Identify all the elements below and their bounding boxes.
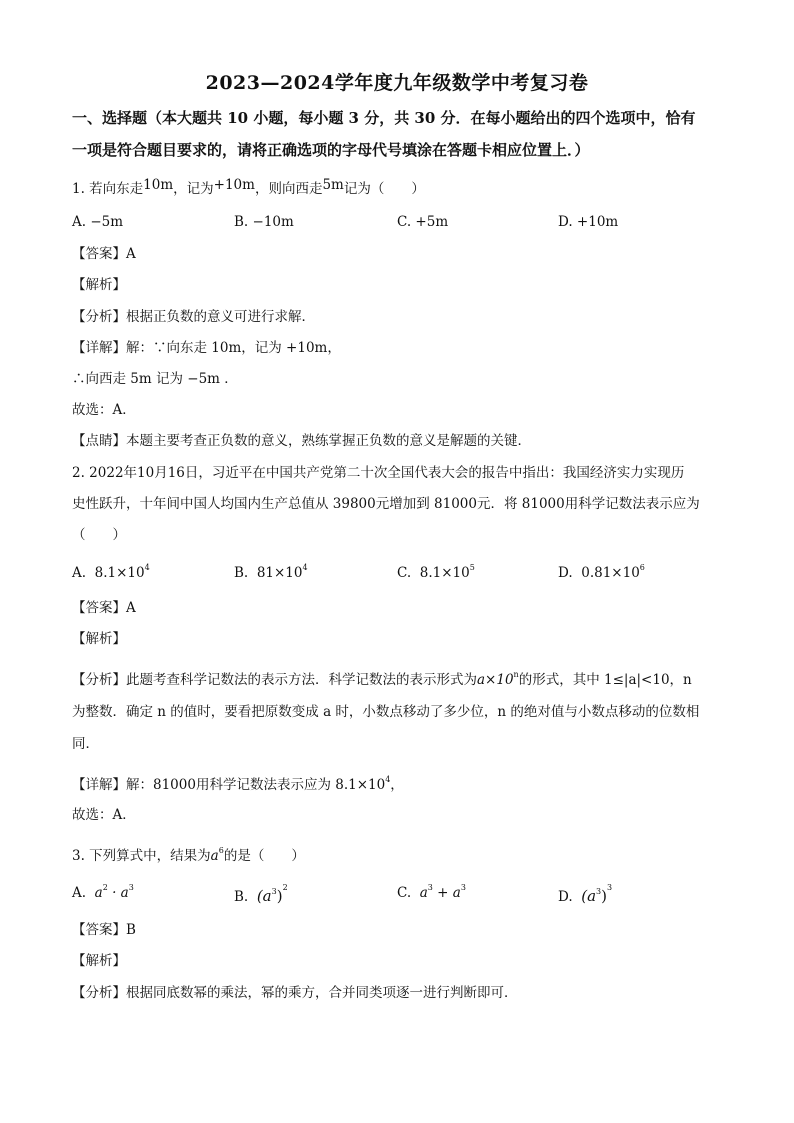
section-instruction-line2: 一项是符合题目要求的，请将正确选项的字母代号填涂在答题卡相应位置上．） [72,141,590,159]
q1-choose: 故选：A． [72,402,136,418]
q1-answer: 【答案】A [72,246,136,262]
q1-therefore: ∴向西走 5m 记为 −5m ． [72,371,238,387]
q1-option-d: D. +10m [558,214,619,230]
q2-xiangjie: 【详解】解：81000用科学记数法表示应为 $8.1\times 10^4$， [72,775,404,793]
q2-option-d: D. $0.81\times 10^6$ [558,563,645,581]
q2-stem-line1: 2. 2022年10月16日，习近平在中国共产党第二十次全国代表大会的报告中指出：我国经济实力实现历 [72,465,685,481]
q2-fenxi-line2: 为整数．确定 n 的值时，要看把原数变成 a 时，小数点移动了多少位，n 的绝对值与小数点移动的位数相 [72,704,700,720]
q1-analysis-label: 【解析】 [72,277,126,293]
q1-stem: 1. 若向东走10m，记为+10m，则向西走5m记为（ ） [72,177,425,197]
q1-dianjing: 【点睛】本题主要考查正负数的意义，熟练掌握正负数的意义是解题的关键． [72,433,531,449]
q2-option-a: A. $8.1\times 10^4$ [72,563,150,581]
q2-fenxi-line3: 同． [72,736,99,752]
q1-fenxi: 【分析】根据正负数的意义可进行求解． [72,309,315,325]
page-title: 2023—2024学年度九年级数学中考复习卷 [205,72,589,94]
q1-option-a: A. −5m [72,214,124,230]
q3-option-a: A. $a^2 \cdot a^3$ [72,883,134,901]
q2-choose: 故选：A． [72,807,136,823]
q3-fenxi: 【分析】根据同底数幂的乘法，幂的乘方，合并同类项逐一进行判断即可． [72,985,518,1001]
q3-option-c: C. $a^3 + a^3$ [397,883,466,901]
q2-option-b: B. $81\times 10^4$ [234,563,308,581]
q3-stem: 3. 下列算式中，结果为$a^6$的是（ ） [72,846,305,864]
q1-xiangjie: 【详解】解：∵向东走 10m，记为 +10m， [72,340,341,356]
q1-option-c: C. +5m [397,214,449,230]
q3-analysis-label: 【解析】 [72,953,126,969]
q3-option-b: B. $(a^3)^2$ [234,883,288,905]
q2-fenxi-line1: 【分析】此题考查科学记数法的表示方法．科学记数法的表示形式为$a\times 10^n$的形式，其中 1≤|a|<10，n [72,670,692,688]
q2-answer: 【答案】A [72,600,136,616]
q3-option-d: D. $(a^3)^3$ [558,883,613,905]
section-instruction-line1: 一、选择题（本大题共 10 小题，每小题 3 分，共 30 分．在每小题给出的四个选项中，恰有 [72,109,696,127]
q2-analysis-label: 【解析】 [72,631,126,647]
q2-option-c: C. $8.1\times 10^5$ [397,563,475,581]
q1-option-b: B. −10m [234,214,294,230]
q2-stem-line3: （ ） [72,527,126,543]
q2-stem-line2: 史性跃升，十年间中国人均国内生产总值从 39800元增加到 81000元．将 81000用科学记数法表示应为 [72,496,700,512]
q3-answer: 【答案】B [72,922,136,938]
